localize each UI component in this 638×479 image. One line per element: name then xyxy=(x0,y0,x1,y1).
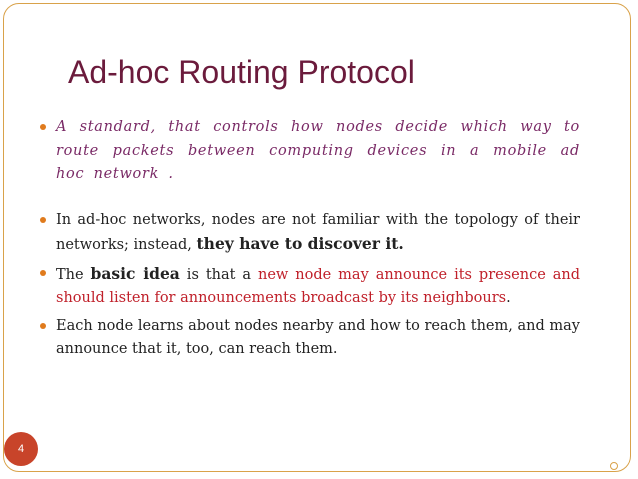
bullet-text: In ad-hoc networks, nodes are not familiar with the topology of their networks; instead, xyxy=(56,211,580,253)
bullet-item xyxy=(40,262,580,311)
bullet-dot-icon xyxy=(40,270,46,276)
bullet-highlight: new node may announce its presence and should listen for announcements broadcast by its neighbours xyxy=(56,266,581,306)
bullet-item xyxy=(40,315,580,362)
bullet-dot-icon xyxy=(40,323,46,329)
bullet-list xyxy=(40,116,580,366)
bullet-item xyxy=(40,209,580,258)
bullet-emphasis: they have to discover it. xyxy=(196,234,404,253)
bullet-item xyxy=(40,116,580,187)
slide-title: Ad-hoc Routing Protocol xyxy=(68,54,415,90)
bullet-text: Each node learns about nodes nearby and how to reach them, and may announce that it, too, can reach them. xyxy=(56,317,580,357)
bullet-text: A standard, that controls how nodes decide which way to route packets between computing devices in a mobile ad hoc network . xyxy=(56,119,580,182)
slide-number-badge: 4 xyxy=(4,432,38,466)
bullet-dot-icon xyxy=(40,124,46,130)
bullet-text: The xyxy=(56,266,91,283)
bullet-text: is that a xyxy=(179,266,259,283)
bullet-text: . xyxy=(506,290,511,306)
bullet-emphasis: basic idea xyxy=(90,263,180,283)
bullet-dot-icon xyxy=(40,217,46,223)
frame-corner-dot xyxy=(610,462,618,470)
